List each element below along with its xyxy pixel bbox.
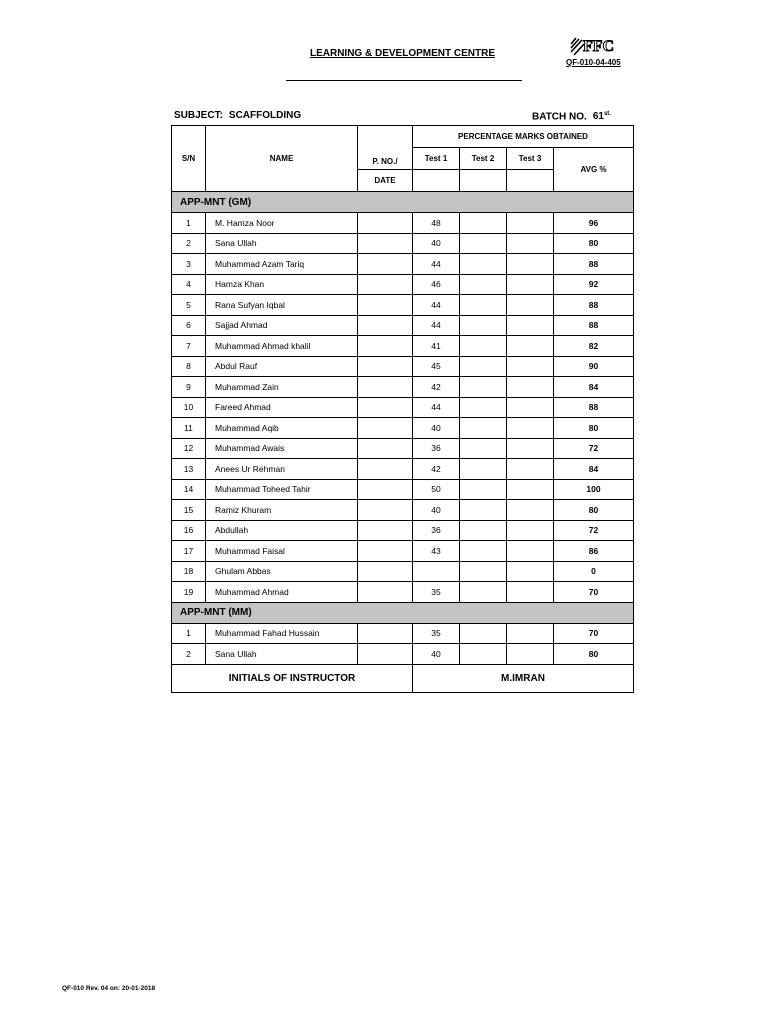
cell-test2 bbox=[460, 213, 507, 234]
cell-test2 bbox=[460, 418, 507, 439]
cell-pno bbox=[358, 254, 413, 275]
table-row bbox=[172, 438, 634, 459]
cell-name: Muhammad Ahmad bbox=[206, 582, 358, 603]
cell-test2 bbox=[460, 479, 507, 500]
cell-sn: 2 bbox=[172, 644, 206, 665]
cell-avg: 86 bbox=[554, 541, 634, 562]
cell-sn: 4 bbox=[172, 274, 206, 295]
cell-pno bbox=[358, 213, 413, 234]
cell-sn: 19 bbox=[172, 582, 206, 603]
cell-test1 bbox=[413, 561, 460, 582]
cell-name: Abdullah bbox=[206, 520, 358, 541]
cell-avg: 88 bbox=[554, 315, 634, 336]
cell-name: Ghulam Abbas bbox=[206, 561, 358, 582]
cell-test3 bbox=[507, 274, 554, 295]
cell-sn: 5 bbox=[172, 295, 206, 316]
group-header-row bbox=[172, 192, 634, 213]
cell-test1: 43 bbox=[413, 541, 460, 562]
table-row bbox=[172, 561, 634, 582]
cell-test2 bbox=[460, 541, 507, 562]
revision-note: QF-010 Rev. 04 on: 20-01-2018 bbox=[62, 985, 156, 992]
header-pno: P. NO./ bbox=[358, 126, 413, 170]
marks-table-body bbox=[172, 192, 634, 665]
cell-test1: 42 bbox=[413, 377, 460, 398]
cell-name: Muhammad Awais bbox=[206, 438, 358, 459]
cell-sn: 1 bbox=[172, 623, 206, 644]
table-row bbox=[172, 623, 634, 644]
cell-test2 bbox=[460, 315, 507, 336]
cell-name: Sana Ullah bbox=[206, 233, 358, 254]
cell-sn: 18 bbox=[172, 561, 206, 582]
cell-test1: 40 bbox=[413, 644, 460, 665]
cell-test2 bbox=[460, 377, 507, 398]
cell-avg: 0 bbox=[554, 561, 634, 582]
subject-line bbox=[174, 110, 301, 121]
header-test2-blank bbox=[460, 170, 507, 192]
table-row bbox=[172, 315, 634, 336]
cell-test3 bbox=[507, 377, 554, 398]
cell-avg: 100 bbox=[554, 479, 634, 500]
header-sn: S/N bbox=[172, 126, 206, 192]
cell-pno bbox=[358, 644, 413, 665]
cell-test2 bbox=[460, 233, 507, 254]
table-row bbox=[172, 418, 634, 439]
cell-name: Muhammad Toheed Tahir bbox=[206, 479, 358, 500]
group-title: APP-MNT (GM) bbox=[172, 192, 634, 213]
table-row bbox=[172, 254, 634, 275]
cell-avg: 88 bbox=[554, 295, 634, 316]
cell-pno bbox=[358, 418, 413, 439]
cell-sn: 14 bbox=[172, 479, 206, 500]
cell-pno bbox=[358, 520, 413, 541]
cell-test2 bbox=[460, 561, 507, 582]
company-logo bbox=[568, 36, 620, 56]
cell-test1: 40 bbox=[413, 233, 460, 254]
cell-pno bbox=[358, 479, 413, 500]
cell-name: Sajjad Ahmad bbox=[206, 315, 358, 336]
logo-mark-icon bbox=[568, 36, 620, 56]
cell-test3 bbox=[507, 356, 554, 377]
table-row bbox=[172, 459, 634, 480]
cell-test1: 41 bbox=[413, 336, 460, 357]
table-row bbox=[172, 213, 634, 234]
header-test3-blank bbox=[507, 170, 554, 192]
cell-pno bbox=[358, 561, 413, 582]
cell-pno bbox=[358, 397, 413, 418]
cell-test1: 40 bbox=[413, 500, 460, 521]
cell-test1: 35 bbox=[413, 623, 460, 644]
cell-avg: 88 bbox=[554, 397, 634, 418]
cell-name: Muhammad Zain bbox=[206, 377, 358, 398]
cell-test2 bbox=[460, 500, 507, 521]
cell-sn: 13 bbox=[172, 459, 206, 480]
cell-test3 bbox=[507, 459, 554, 480]
cell-avg: 72 bbox=[554, 520, 634, 541]
cell-test1: 48 bbox=[413, 213, 460, 234]
cell-sn: 1 bbox=[172, 213, 206, 234]
cell-sn: 9 bbox=[172, 377, 206, 398]
cell-avg: 72 bbox=[554, 438, 634, 459]
batch-label: BATCH NO. bbox=[532, 111, 587, 123]
cell-sn: 8 bbox=[172, 356, 206, 377]
cell-avg: 70 bbox=[554, 582, 634, 603]
cell-avg: 90 bbox=[554, 356, 634, 377]
cell-name: Fareed Ahmad bbox=[206, 397, 358, 418]
cell-pno bbox=[358, 582, 413, 603]
cell-test1: 45 bbox=[413, 356, 460, 377]
cell-avg: 80 bbox=[554, 233, 634, 254]
cell-test2 bbox=[460, 356, 507, 377]
cell-avg: 96 bbox=[554, 213, 634, 234]
header-test3: Test 3 bbox=[507, 148, 554, 170]
header-test2: Test 2 bbox=[460, 148, 507, 170]
cell-pno bbox=[358, 274, 413, 295]
cell-test1: 40 bbox=[413, 418, 460, 439]
cell-sn: 16 bbox=[172, 520, 206, 541]
cell-test3 bbox=[507, 623, 554, 644]
cell-name: Muhammad Azam Tariq bbox=[206, 254, 358, 275]
header-name: NAME bbox=[206, 126, 358, 192]
header-date: DATE bbox=[358, 170, 413, 192]
cell-test2 bbox=[460, 295, 507, 316]
cell-test3 bbox=[507, 520, 554, 541]
cell-test3 bbox=[507, 254, 554, 275]
cell-pno bbox=[358, 438, 413, 459]
cell-test2 bbox=[460, 582, 507, 603]
cell-pno bbox=[358, 459, 413, 480]
page-title: LEARNING & DEVELOPMENT CENTRE bbox=[309, 48, 495, 59]
title-underline bbox=[286, 80, 522, 81]
cell-avg: 80 bbox=[554, 500, 634, 521]
instructor-label: INITIALS OF INSTRUCTOR bbox=[172, 664, 413, 692]
table-row bbox=[172, 541, 634, 562]
cell-test2 bbox=[460, 397, 507, 418]
cell-name: Ramiz Khuram bbox=[206, 500, 358, 521]
cell-test3 bbox=[507, 500, 554, 521]
cell-sn: 3 bbox=[172, 254, 206, 275]
cell-pno bbox=[358, 336, 413, 357]
cell-test3 bbox=[507, 541, 554, 562]
cell-name: Muhammad Faisal bbox=[206, 541, 358, 562]
cell-name: Sana Ullah bbox=[206, 644, 358, 665]
table-row bbox=[172, 295, 634, 316]
header-marks: PERCENTAGE MARKS OBTAINED bbox=[413, 126, 634, 148]
cell-test2 bbox=[460, 274, 507, 295]
cell-test1: 44 bbox=[413, 254, 460, 275]
cell-sn: 17 bbox=[172, 541, 206, 562]
cell-test3 bbox=[507, 336, 554, 357]
cell-test2 bbox=[460, 644, 507, 665]
table-row bbox=[172, 644, 634, 665]
cell-avg: 84 bbox=[554, 377, 634, 398]
cell-test3 bbox=[507, 213, 554, 234]
instructor-value: M.IMRAN bbox=[413, 664, 634, 692]
cell-name: Hamza Khan bbox=[206, 274, 358, 295]
cell-avg: 80 bbox=[554, 644, 634, 665]
table-row bbox=[172, 582, 634, 603]
cell-test1: 50 bbox=[413, 479, 460, 500]
batch-line bbox=[532, 111, 611, 122]
cell-test2 bbox=[460, 623, 507, 644]
cell-pno bbox=[358, 623, 413, 644]
cell-sn: 7 bbox=[172, 336, 206, 357]
cell-sn: 12 bbox=[172, 438, 206, 459]
cell-pno bbox=[358, 377, 413, 398]
marks-table bbox=[171, 125, 634, 693]
cell-sn: 15 bbox=[172, 500, 206, 521]
batch-suffix: st. bbox=[603, 111, 611, 117]
cell-avg: 80 bbox=[554, 418, 634, 439]
cell-pno bbox=[358, 356, 413, 377]
cell-pno bbox=[358, 315, 413, 336]
cell-sn: 6 bbox=[172, 315, 206, 336]
cell-test3 bbox=[507, 561, 554, 582]
cell-test1: 36 bbox=[413, 438, 460, 459]
cell-test3 bbox=[507, 397, 554, 418]
form-code: QF-010-04-405 bbox=[566, 58, 621, 67]
cell-test3 bbox=[507, 233, 554, 254]
cell-avg: 70 bbox=[554, 623, 634, 644]
cell-name: M. Hamza Noor bbox=[206, 213, 358, 234]
cell-test2 bbox=[460, 520, 507, 541]
instructor-row bbox=[172, 664, 634, 692]
table-row bbox=[172, 377, 634, 398]
subject-label: SUBJECT: bbox=[174, 110, 223, 121]
cell-pno bbox=[358, 295, 413, 316]
cell-avg: 82 bbox=[554, 336, 634, 357]
cell-test2 bbox=[460, 438, 507, 459]
batch-value: 61 bbox=[592, 111, 604, 123]
table-row bbox=[172, 520, 634, 541]
cell-name: Muhammad Ahmad khalil bbox=[206, 336, 358, 357]
logo-text: FFC bbox=[583, 38, 615, 55]
cell-test1: 46 bbox=[413, 274, 460, 295]
cell-test1: 44 bbox=[413, 397, 460, 418]
cell-test3 bbox=[507, 644, 554, 665]
group-title: APP-MNT (MM) bbox=[172, 602, 634, 623]
cell-avg: 84 bbox=[554, 459, 634, 480]
cell-test1: 44 bbox=[413, 315, 460, 336]
cell-test3 bbox=[507, 418, 554, 439]
cell-test2 bbox=[460, 336, 507, 357]
cell-pno bbox=[358, 500, 413, 521]
cell-test2 bbox=[460, 459, 507, 480]
cell-test3 bbox=[507, 295, 554, 316]
table-row bbox=[172, 233, 634, 254]
cell-test3 bbox=[507, 315, 554, 336]
table-row bbox=[172, 356, 634, 377]
table-row bbox=[172, 274, 634, 295]
table-row bbox=[172, 500, 634, 521]
table-row bbox=[172, 397, 634, 418]
cell-test1: 36 bbox=[413, 520, 460, 541]
header-test1: Test 1 bbox=[413, 148, 460, 170]
cell-test1: 35 bbox=[413, 582, 460, 603]
cell-pno bbox=[358, 541, 413, 562]
cell-sn: 2 bbox=[172, 233, 206, 254]
cell-sn: 10 bbox=[172, 397, 206, 418]
cell-test3 bbox=[507, 479, 554, 500]
cell-name: Muhammad Fahad Hussain bbox=[206, 623, 358, 644]
cell-sn: 11 bbox=[172, 418, 206, 439]
cell-name: Anees Ur Rehman bbox=[206, 459, 358, 480]
subject-value: SCAFFOLDING bbox=[228, 110, 302, 121]
table-row bbox=[172, 336, 634, 357]
header-test1-blank bbox=[413, 170, 460, 192]
table-row bbox=[172, 479, 634, 500]
cell-name: Abdul Rauf bbox=[206, 356, 358, 377]
group-header-row bbox=[172, 602, 634, 623]
cell-test1: 44 bbox=[413, 295, 460, 316]
cell-test2 bbox=[460, 254, 507, 275]
cell-test1: 42 bbox=[413, 459, 460, 480]
cell-name: Rana Sufyan Iqbal bbox=[206, 295, 358, 316]
cell-test3 bbox=[507, 438, 554, 459]
header-avg: AVG % bbox=[554, 148, 634, 192]
cell-pno bbox=[358, 233, 413, 254]
cell-avg: 88 bbox=[554, 254, 634, 275]
cell-name: Muhammad Aqib bbox=[206, 418, 358, 439]
cell-avg: 92 bbox=[554, 274, 634, 295]
cell-test3 bbox=[507, 582, 554, 603]
